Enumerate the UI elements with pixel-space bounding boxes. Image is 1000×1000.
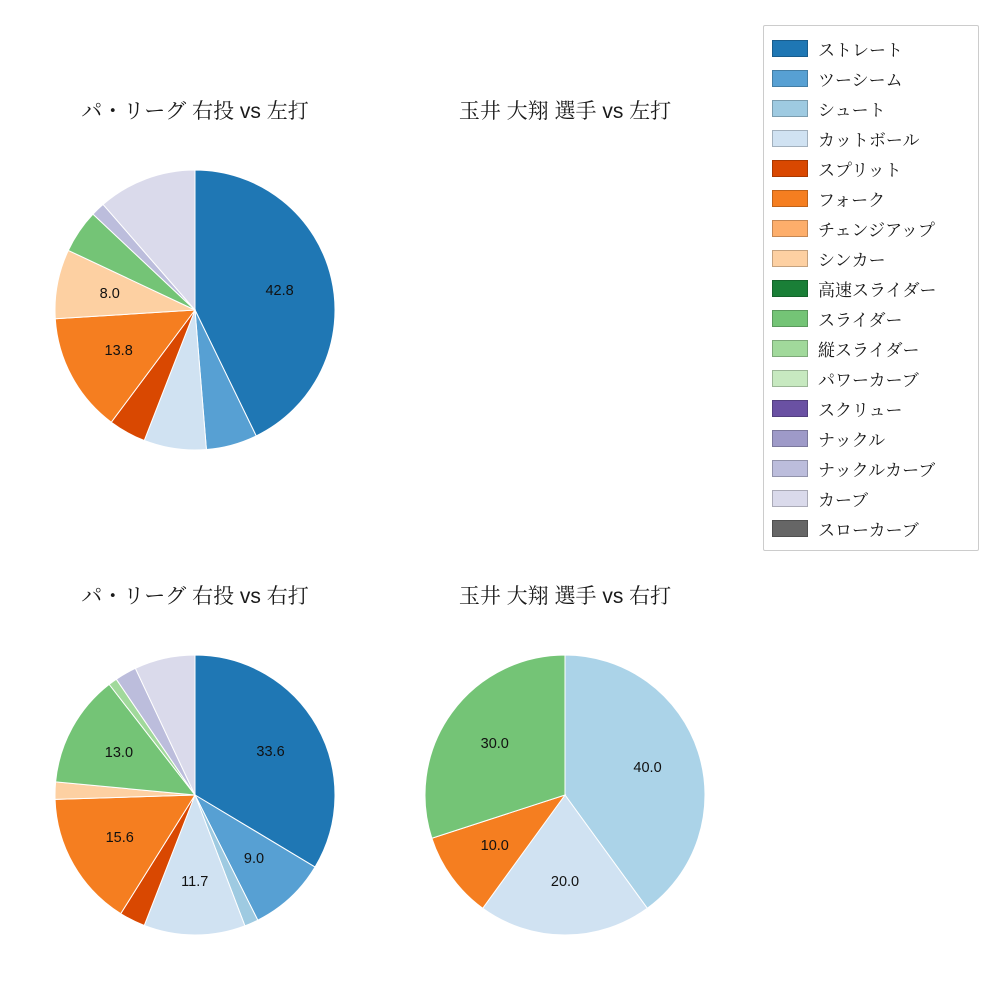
legend-swatch-icon [772,160,808,177]
legend-item-label: ストレート [818,40,903,60]
legend-item[interactable] [772,453,970,483]
pie-slice-label: 33.6 [256,744,285,761]
legend-swatch-icon [772,100,808,117]
chart-panel-player-vs-rhb [400,580,730,980]
pie-slice-label: 11.7 [181,873,209,890]
legend-item-label: スクリュー [818,400,903,420]
legend-item[interactable] [772,513,970,543]
pie-slice-label: 20.0 [550,873,580,890]
legend-item-label: ナックルカーブ [818,460,936,480]
pie-chart-league-rhp-vs-lhb [55,170,335,450]
page-title-league-rhp-vs-lhb: パ・リーグ 右投 vs 左打 [81,100,309,123]
pie-chart-player-vs-rhb [425,655,705,935]
chart-panel-league-rhp-vs-rhb [30,580,360,980]
legend-swatch-icon [772,250,808,267]
legend-item[interactable] [772,243,970,273]
legend-swatch-icon [772,460,808,477]
legend-item-label: チェンジアップ [818,220,935,240]
legend-swatch-icon [772,520,808,537]
pie-slices [55,170,335,450]
legend-item[interactable] [772,123,970,153]
page-title-player-vs-lhb: 玉井 大翔 選手 vs 左打 [458,100,672,123]
legend-swatch-icon [772,340,808,357]
legend-item[interactable] [772,63,970,93]
legend-item[interactable] [772,303,970,333]
legend-swatch-icon [772,310,808,327]
legend-swatch-icon [772,400,808,417]
chart-panel-league-rhp-vs-lhb [30,95,360,495]
legend-swatch-icon [772,220,808,237]
legend-item[interactable] [772,93,970,123]
pie-slice-label: 13.0 [104,745,134,762]
legend-item[interactable] [772,423,970,453]
legend-item-label: カーブ [818,490,869,510]
pie-slice-label: 13.8 [104,343,133,360]
legend-item-label: パワーカーブ [818,370,919,390]
legend-item-label: スライダー [818,310,903,330]
legend-item[interactable] [772,273,970,303]
legend-item[interactable] [772,333,970,363]
legend-item[interactable] [772,393,970,423]
legend-item-label: 高速スライダー [818,280,937,300]
chart-panel-player-vs-lhb [400,95,730,495]
legend [763,25,979,551]
legend-swatch-icon [772,190,808,207]
legend-swatch-icon [772,70,808,87]
legend-item-label: スプリット [818,160,902,180]
pie-slice-label: 42.8 [265,282,294,299]
legend-item[interactable] [772,33,970,63]
legend-swatch-icon [772,130,808,147]
legend-swatch-icon [772,280,808,297]
legend-item-label: ナックル [818,430,886,450]
legend-swatch-icon [772,490,808,507]
legend-item-label: スローカーブ [818,520,919,540]
legend-item-label: フォーク [818,190,886,210]
pie-slice-label: 40.0 [633,760,662,777]
pie-slices [425,655,705,935]
legend-item-label: 縦スライダー [818,340,920,360]
legend-item[interactable] [772,363,970,393]
pie-slice-label: 30.0 [480,735,509,752]
page-title-player-vs-rhb: 玉井 大翔 選手 vs 右打 [458,585,672,608]
pie-slice-label: 9.0 [243,850,265,867]
page-title-league-rhp-vs-rhb: パ・リーグ 右投 vs 右打 [81,585,309,608]
legend-item-label: カットボール [818,130,920,150]
pie-slice-label: 8.0 [99,285,120,302]
legend-swatch-icon [772,430,808,447]
legend-swatch-icon [772,370,808,387]
pie-slice-label: 15.6 [105,830,134,847]
pie-chart-league-rhp-vs-rhb [55,655,335,935]
legend-item-label: シュート [818,100,886,120]
legend-item-label: ツーシーム [818,70,903,90]
legend-swatch-icon [772,40,808,57]
legend-item-label: シンカー [818,250,886,270]
legend-item[interactable] [772,153,970,183]
legend-item[interactable] [772,183,970,213]
pie-slice-label: 10.0 [480,838,509,855]
pie-slices [55,655,335,935]
legend-item[interactable] [772,483,970,513]
legend-item[interactable] [772,213,970,243]
